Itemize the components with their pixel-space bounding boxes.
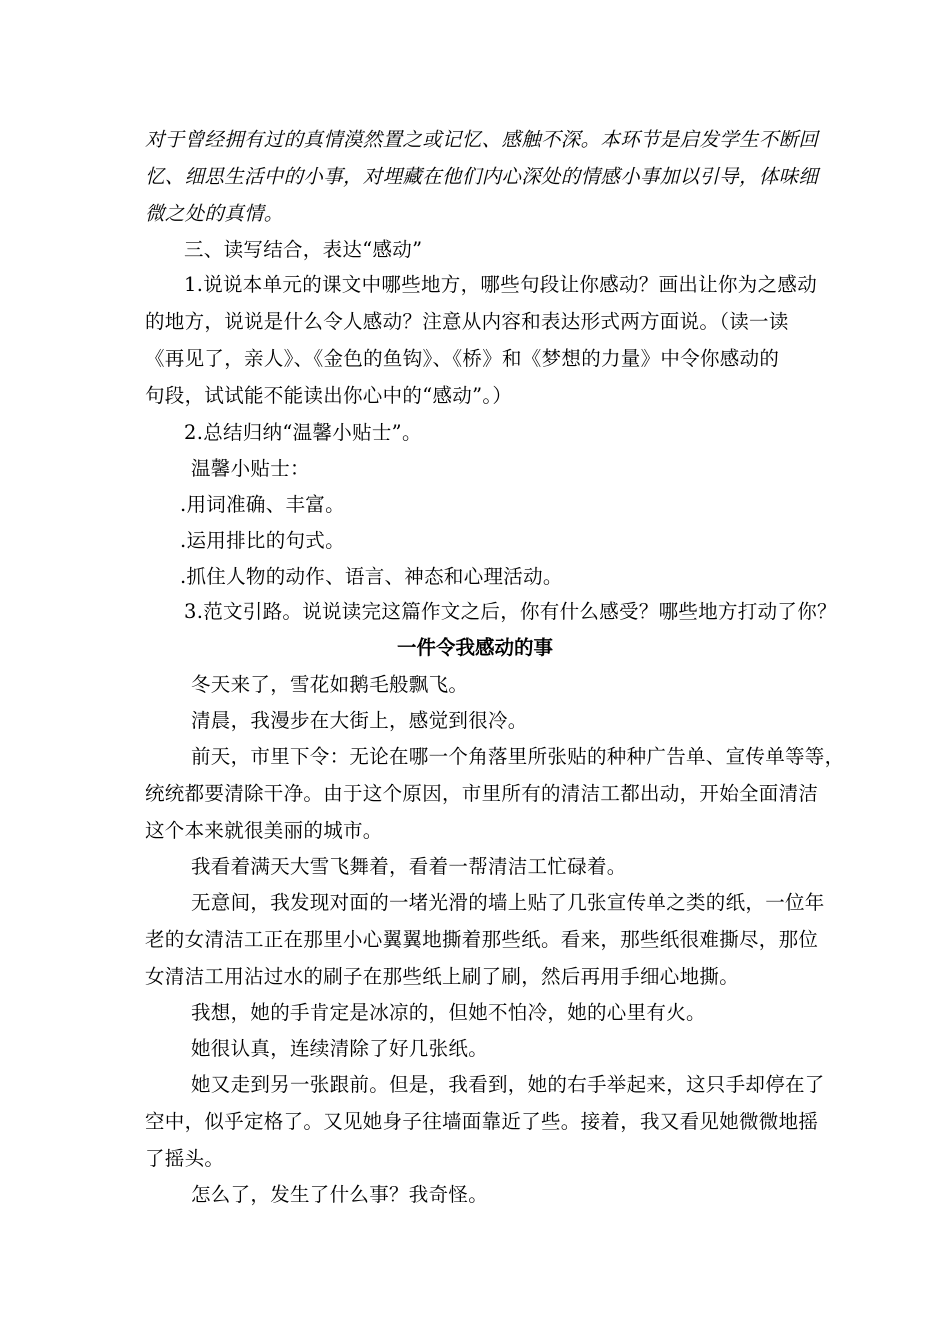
section-heading: 三、读写结合，表达“感动” <box>184 238 423 261</box>
item1-line-2: 的地方，说说是什么令人感动？注意从内容和表达形式两方面说。（读一读 <box>145 310 789 333</box>
intro-line-3: 微之处的真情。 <box>145 202 284 225</box>
tip-item: .抓住人物的动作、语言、神态和心理活动。 <box>180 565 563 588</box>
item3: 3.范文引路。说说读完这篇作文之后，你有什么感受？哪些地方打动了你？ <box>184 600 837 623</box>
essay-paragraph-5-line-2: 老的女清洁工正在那里小心翼翼地撕着那些纸。看来，那些纸很难撕尽，那位 <box>145 928 819 951</box>
essay-paragraph-7: 她很认真，连续清除了好几张纸。 <box>191 1037 489 1060</box>
essay-paragraph-3-line-2: 统统都要清除干净。由于这个原因，市里所有的清洁工都出动，开始全面清洁 <box>145 782 819 805</box>
essay-paragraph-8-line-3: 了摇头。 <box>145 1147 225 1170</box>
essay-paragraph-2: 清晨，我漫步在大街上，感觉到很冷。 <box>191 709 528 732</box>
essay-paragraph-3-line-3: 这个本来就很美丽的城市。 <box>145 819 383 842</box>
essay-paragraph-5-line-3: 女清洁工用沾过水的刷子在那些纸上刷了刷，然后再用手细心地撕。 <box>145 965 740 988</box>
essay-paragraph-4: 我看着满天大雪飞舞着，看着一帮清洁工忙碌着。 <box>191 855 627 878</box>
essay-paragraph-3-line-1: 前天，市里下令：无论在哪一个角落里所张贴的种种广告单、宣传单等等， <box>191 745 845 768</box>
tip-item: .运用排比的句式。 <box>180 529 345 552</box>
item2: 2.总结归纳“温馨小贴士”。 <box>184 421 422 444</box>
essay-paragraph-8-line-2: 空中，似乎定格了。又见她身子往墙面靠近了些。接着，我又看见她微微地摇 <box>145 1110 819 1133</box>
essay-paragraph-1: 冬天来了，雪花如鹅毛般飘飞。 <box>191 673 469 696</box>
item1-line-1: 1.说说本单元的课文中哪些地方，哪些句段让你感动？画出让你为之感动 <box>184 273 818 296</box>
essay-paragraph-8-line-1: 她又走到另一张跟前。但是，我看到，她的右手举起来，这只手却停在了 <box>191 1073 825 1096</box>
essay-paragraph-5-line-1: 无意间，我发现对面的一堵光滑的墙上贴了几张宣传单之类的纸，一位年 <box>191 891 825 914</box>
intro-line-1: 对于曾经拥有过的真情漠然置之或记忆、感触不深。本环节是启发学生不断回 <box>145 128 819 151</box>
tip-item: .用词准确、丰富。 <box>180 493 345 516</box>
item1-line-3: 《再见了，亲人》、《金色的鱼钩》、《桥》和《梦想的力量》中令你感动的 <box>145 347 780 370</box>
intro-line-2: 忆、细思生活中的小事，对埋藏在他们内心深处的情感小事加以引导，体味细 <box>145 165 819 188</box>
essay-paragraph-9: 怎么了，发生了什么事？我奇怪。 <box>191 1183 489 1206</box>
essay-paragraph-6: 我想，她的手肯定是冰凉的，但她不怕冷，她的心里有火。 <box>191 1001 706 1024</box>
tips-label: 温馨小贴士： <box>191 457 310 480</box>
essay-title: 一件令我感动的事 <box>396 636 553 659</box>
item1-line-4: 句段，试试能不能读出你心中的“感动”。） <box>145 384 513 407</box>
